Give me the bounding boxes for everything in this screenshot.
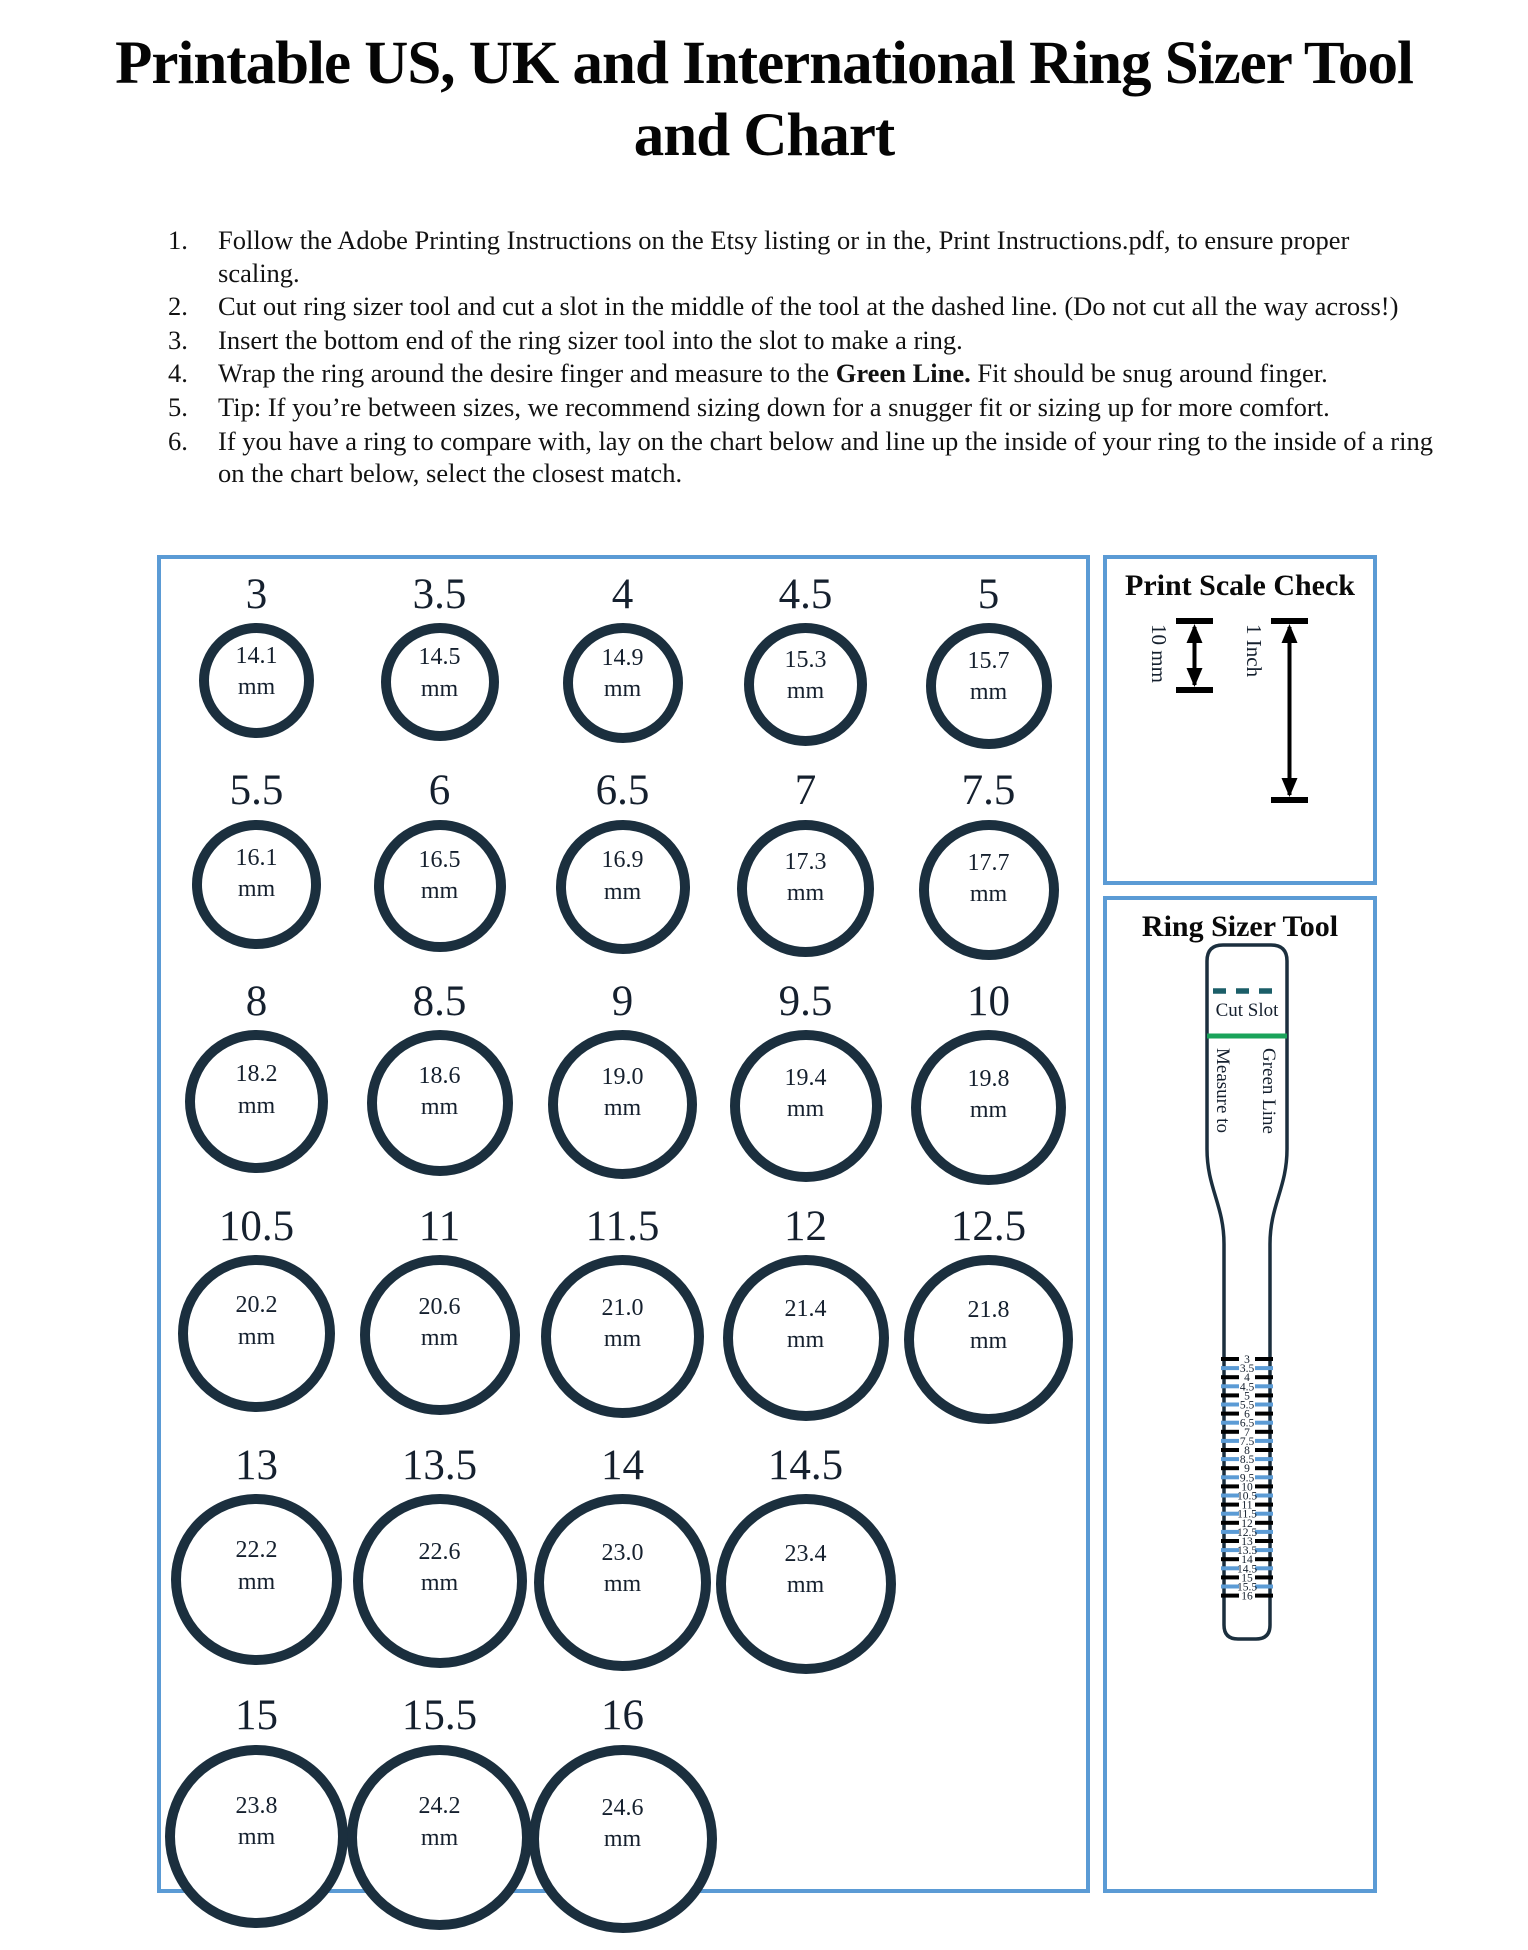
- ring-diameter-value: 22.6: [418, 1538, 461, 1565]
- ring-us-size: 7.5: [961, 767, 1016, 815]
- tool-size-tick: [1255, 1530, 1273, 1534]
- ring-diameter-unit: mm: [420, 675, 459, 702]
- ring-diameter-unit: mm: [237, 876, 276, 903]
- instruction-item: [168, 290, 1436, 323]
- cut-slot-label: Cut Slot: [1215, 1000, 1279, 1021]
- metric-arrowhead-down: [1187, 668, 1203, 687]
- ring-item: [531, 1203, 714, 1424]
- ring-sizer-tool-box: [1103, 896, 1377, 1893]
- ring-diameter-unit: mm: [603, 1570, 642, 1597]
- ring-circle: [919, 820, 1059, 960]
- ring-diameter-unit: mm: [786, 879, 825, 906]
- ring-diameter-value: 22.2: [235, 1537, 278, 1564]
- ring-diameter-label: [785, 1063, 827, 1125]
- ring-diameter-value: 14.9: [601, 645, 644, 672]
- ring-item: [165, 1203, 348, 1424]
- ring-diameter-label: [419, 844, 461, 906]
- ring-item: [165, 978, 348, 1185]
- tool-size-tick-label: 11.5: [1237, 1508, 1257, 1521]
- ring-us-size: 9.5: [778, 977, 833, 1025]
- inch-arrowhead-down: [1282, 778, 1298, 797]
- tool-size-tick-label: 13: [1241, 1536, 1253, 1548]
- ring-row: [165, 1692, 1086, 1932]
- ring-diameter-label: [236, 1790, 278, 1852]
- ring-item: [165, 1442, 348, 1674]
- ring-circle: [548, 1030, 697, 1179]
- tool-size-tick-label: 4.5: [1239, 1381, 1255, 1394]
- tool-size-tick: [1255, 1430, 1273, 1434]
- instructions-list: [168, 224, 1436, 491]
- ring-diameter-label: [236, 641, 278, 703]
- tool-size-tick-label: 7: [1244, 1426, 1250, 1439]
- ring-diameter-label: [602, 1538, 644, 1600]
- ring-circle: [529, 1745, 717, 1933]
- tool-size-tick-label: 15.5: [1236, 1581, 1258, 1594]
- instruction-number: 1.: [168, 225, 188, 255]
- instruction-number: 3.: [168, 324, 188, 355]
- instruction-text-post: Fit should be snug around finger.: [970, 358, 1328, 389]
- ring-diameter-unit: mm: [420, 1093, 459, 1120]
- tool-size-tick: [1255, 1403, 1273, 1407]
- ring-diameter-unit: mm: [786, 1096, 825, 1122]
- ring-diameter-unit: mm: [420, 1824, 459, 1851]
- ring-circle: [904, 1255, 1073, 1424]
- ring-circle: [185, 1030, 328, 1173]
- tool-size-tick: [1255, 1484, 1273, 1488]
- ring-diameter-value: 18.6: [418, 1062, 461, 1089]
- ring-us-size: 13: [235, 1442, 278, 1490]
- metric-arrow-top-cap: [1176, 618, 1213, 624]
- instruction-number: 5.: [168, 391, 188, 422]
- ring-us-size: 10.5: [218, 1202, 295, 1250]
- ring-item: [714, 767, 897, 959]
- inch-arrow-bottom-cap: [1271, 797, 1308, 803]
- instruction-number: 2.: [168, 291, 188, 322]
- ring-item: [897, 571, 1080, 749]
- tool-size-tick-label: 4: [1244, 1372, 1250, 1385]
- tool-size-tick-label: 12.5: [1236, 1526, 1258, 1539]
- ring-us-size: 6: [428, 767, 451, 815]
- instruction-item: [168, 224, 1436, 289]
- tool-size-tick: [1221, 1539, 1239, 1543]
- inch-arrowhead-up: [1282, 624, 1298, 643]
- ring-item: [714, 1442, 897, 1674]
- ring-row: [165, 767, 1086, 959]
- instruction-item: [168, 357, 1436, 390]
- instruction-text: [218, 324, 1436, 357]
- ring-diameter-label: [419, 1060, 461, 1122]
- tool-size-tick: [1255, 1393, 1273, 1397]
- ring-circle: [556, 820, 690, 954]
- ring-circle: [178, 1255, 335, 1412]
- ring-diameter-label: [785, 1294, 827, 1356]
- tool-size-tick: [1221, 1357, 1239, 1361]
- ring-circle: [911, 1030, 1066, 1185]
- ring-size-chart: [157, 555, 1090, 1893]
- ring-diameter-label: [785, 1539, 827, 1601]
- ring-us-size: 8: [245, 977, 268, 1025]
- ring-us-size: 15.5: [401, 1692, 478, 1740]
- ring-circle: [737, 820, 874, 957]
- tool-size-tick-label: 13.5: [1236, 1545, 1258, 1558]
- ring-us-size: 16: [601, 1692, 644, 1740]
- ring-diameter-unit: mm: [237, 674, 276, 701]
- ring-diameter-value: 23.0: [601, 1539, 644, 1566]
- instruction-number: 6.: [168, 425, 188, 456]
- ring-diameter-label: [419, 642, 461, 704]
- print-scale-arrows: [1107, 603, 1373, 879]
- tool-size-tick: [1221, 1503, 1239, 1507]
- ring-us-size: 15: [235, 1692, 278, 1740]
- tool-size-tick: [1255, 1503, 1273, 1507]
- tool-size-tick: [1221, 1412, 1239, 1416]
- ring-diameter-unit: mm: [237, 1092, 276, 1119]
- tool-size-tick-label: 9: [1244, 1463, 1250, 1476]
- tool-size-tick: [1255, 1512, 1273, 1516]
- tool-size-tick: [1221, 1557, 1239, 1561]
- ring-diameter-value: 14.1: [235, 643, 278, 670]
- tool-size-tick: [1255, 1539, 1273, 1543]
- ring-diameter-value: 16.9: [601, 847, 644, 874]
- instruction-text-pre: Insert the bottom end of the ring sizer tool into the slot to make a ring.: [218, 324, 963, 355]
- tool-size-tick-label: 3.5: [1239, 1363, 1255, 1376]
- tool-size-tick: [1255, 1357, 1273, 1361]
- instruction-text-pre: Wrap the ring around the desire finger and measure to the: [218, 358, 836, 389]
- ring-diameter-unit: mm: [786, 677, 825, 704]
- ring-diameter-value: 20.2: [235, 1292, 278, 1319]
- instruction-text: [218, 290, 1436, 323]
- ring-diameter-label: [785, 846, 827, 908]
- tool-size-tick-label: 14.5: [1236, 1563, 1258, 1576]
- instruction-text-pre: Follow the Adobe Printing Instructions on the Etsy listing or in the, Print Instructions.pdf, to ensure proper scaling.: [218, 225, 1350, 288]
- ring-diameter-unit: mm: [969, 678, 1008, 705]
- tool-size-tick: [1255, 1548, 1273, 1552]
- tool-size-tick: [1255, 1375, 1273, 1379]
- ring-diameter-unit: mm: [237, 1823, 276, 1850]
- ring-item: [165, 767, 348, 959]
- ring-item: [348, 767, 531, 959]
- ring-item: [531, 1692, 714, 1932]
- tool-size-tick: [1255, 1494, 1273, 1498]
- ring-diameter-unit: mm: [420, 1324, 459, 1351]
- ring-diameter-label: [602, 1792, 644, 1854]
- metric-arrowhead-up: [1187, 624, 1203, 643]
- tool-size-tick: [1221, 1475, 1239, 1479]
- ring-row: [165, 571, 1086, 749]
- ring-diameter-label: [785, 644, 827, 706]
- tool-size-tick: [1255, 1475, 1273, 1479]
- measure-to-label: Measure to: [1212, 1048, 1233, 1133]
- instruction-item: [168, 391, 1436, 424]
- ring-diameter-label: [968, 1295, 1010, 1357]
- ring-item: [897, 978, 1080, 1185]
- ring-diameter-value: 19.0: [601, 1063, 644, 1090]
- page-title: Printable US, UK and International Ring Sizer Tool and Chart: [115, 30, 1413, 169]
- ring-diameter-label: [419, 1536, 461, 1598]
- ring-us-size: 3: [245, 571, 268, 618]
- print-scale-check-title: Print Scale Check: [1125, 569, 1355, 602]
- ring-circle: [360, 1255, 520, 1415]
- ring-diameter-unit: mm: [786, 1572, 825, 1599]
- ring-item: [165, 1692, 348, 1932]
- ring-circle: [353, 1494, 527, 1668]
- ring-circle: [563, 623, 683, 743]
- ring-diameter-unit: mm: [969, 1097, 1008, 1124]
- ring-diameter-unit: mm: [237, 1568, 276, 1595]
- ring-diameter-unit: mm: [420, 877, 459, 904]
- instruction-text: [218, 425, 1436, 490]
- tool-size-tick: [1255, 1366, 1273, 1370]
- ring-item: [165, 571, 348, 749]
- ring-row: [165, 1203, 1086, 1424]
- ring-row: [165, 1442, 1086, 1674]
- ring-diameter-value: 17.7: [967, 849, 1010, 876]
- ring-circle: [347, 1745, 532, 1930]
- tool-size-tick: [1221, 1575, 1239, 1579]
- ring-circle: [374, 820, 506, 952]
- tool-size-tick: [1221, 1384, 1239, 1388]
- ring-diameter-label: [236, 1059, 278, 1121]
- instruction-text-bold: Green Line.: [835, 358, 971, 389]
- ring-us-size: 14.5: [767, 1442, 844, 1490]
- ring-diameter-unit: mm: [420, 1569, 459, 1596]
- ring-us-size: 5.5: [229, 767, 284, 815]
- instruction-text: [218, 391, 1436, 424]
- ring-circle: [192, 820, 321, 949]
- ring-diameter-value: 19.8: [967, 1066, 1010, 1093]
- inch-arrow-label: 1 Inch: [1242, 624, 1266, 678]
- tool-size-tick-label: 5.5: [1239, 1399, 1255, 1412]
- ring-diameter-unit: mm: [237, 1323, 276, 1350]
- ring-diameter-unit: mm: [603, 1325, 642, 1352]
- inch-arrow-top-cap: [1271, 618, 1308, 624]
- ring-us-size: 11.5: [585, 1202, 660, 1250]
- ring-diameter-value: 21.4: [784, 1295, 827, 1322]
- ring-item: [348, 978, 531, 1185]
- ring-diameter-label: [236, 843, 278, 905]
- tool-size-tick-label: 6.5: [1239, 1417, 1255, 1430]
- tool-size-tick: [1221, 1484, 1239, 1488]
- tool-size-tick: [1221, 1466, 1239, 1470]
- green-line-label: Green Line: [1258, 1048, 1279, 1134]
- tool-size-tick-label: 7.5: [1239, 1435, 1255, 1448]
- ring-diameter-value: 21.8: [967, 1297, 1010, 1324]
- ring-us-size: 8.5: [412, 977, 467, 1025]
- print-scale-check-box: [1103, 555, 1377, 885]
- ring-circle: [716, 1494, 896, 1674]
- tool-size-tick-label: 10: [1241, 1481, 1253, 1494]
- ring-diameter-value: 19.4: [784, 1064, 827, 1091]
- ring-item: [897, 767, 1080, 959]
- ring-item: [897, 1203, 1080, 1424]
- ring-diameter-value: 14.5: [418, 644, 461, 671]
- tool-size-tick: [1221, 1375, 1239, 1379]
- ring-diameter-value: 15.7: [967, 647, 1010, 674]
- metric-arrow-label: 10 mm: [1147, 624, 1171, 683]
- ring-item: [531, 767, 714, 959]
- ring-item: [714, 1203, 897, 1424]
- tool-size-tick-label: 8: [1244, 1445, 1250, 1457]
- tool-size-tick: [1221, 1521, 1239, 1525]
- ring-sizer-tool-title: Ring Sizer Tool: [1141, 910, 1339, 943]
- ring-circle: [744, 623, 867, 746]
- ring-row: [165, 978, 1086, 1185]
- ring-us-size: 12: [784, 1202, 827, 1250]
- ring-diameter-label: [968, 1064, 1010, 1126]
- ring-circle: [165, 1745, 348, 1928]
- instruction-text-pre: Tip: If you’re between sizes, we recommend sizing down for a snugger fit or sizing up for more comfort.: [218, 391, 1330, 422]
- ring-diameter-label: [602, 643, 644, 705]
- tool-size-tick: [1221, 1403, 1239, 1407]
- ring-circle: [381, 623, 499, 741]
- ring-diameter-unit: mm: [603, 1094, 642, 1121]
- ring-item: [531, 571, 714, 749]
- tool-size-tick-label: 12: [1241, 1517, 1253, 1530]
- ring-circle: [199, 623, 314, 738]
- ring-diameter-value: 17.3: [784, 848, 827, 875]
- tool-size-tick: [1255, 1566, 1273, 1570]
- ring-diameter-unit: mm: [603, 676, 642, 703]
- tool-size-tick: [1255, 1594, 1273, 1598]
- instruction-text: [218, 357, 1436, 390]
- ring-diameter-unit: mm: [603, 1825, 642, 1852]
- tool-size-tick-label: 14: [1241, 1554, 1253, 1567]
- tool-size-tick-label: 10.5: [1236, 1490, 1258, 1503]
- instruction-text-pre: Cut out ring sizer tool and cut a slot in the middle of the tool at the dashed line. (Do not cut all the way across!): [218, 291, 1399, 322]
- ring-us-size: 6.5: [595, 767, 650, 815]
- tool-size-tick-label: 8.5: [1239, 1454, 1255, 1467]
- ring-us-size: 5: [977, 571, 1000, 618]
- ring-item: [348, 1692, 531, 1932]
- ring-diameter-unit: mm: [969, 1328, 1008, 1355]
- ring-diameter-value: 18.2: [235, 1061, 278, 1088]
- ring-diameter-value: 16.5: [418, 846, 461, 873]
- ring-circle: [730, 1030, 882, 1182]
- ring-diameter-value: 23.4: [784, 1540, 827, 1567]
- ring-us-size: 13.5: [401, 1442, 478, 1490]
- ring-diameter-label: [602, 1062, 644, 1124]
- ring-diameter-label: [968, 848, 1010, 910]
- ring-diameter-value: 24.6: [601, 1794, 644, 1821]
- tool-size-tick-label: 6: [1244, 1408, 1250, 1421]
- tool-size-tick: [1255, 1557, 1273, 1561]
- ring-us-size: 10: [967, 977, 1010, 1025]
- ring-us-size: 11: [418, 1202, 461, 1250]
- tool-size-tick: [1221, 1393, 1239, 1397]
- ring-item: [531, 978, 714, 1185]
- ring-diameter-value: 23.8: [235, 1792, 278, 1819]
- ring-diameter-unit: mm: [969, 880, 1008, 907]
- tool-size-tick: [1221, 1448, 1239, 1452]
- ring-circle: [541, 1255, 704, 1418]
- ring-diameter-label: [602, 1293, 644, 1355]
- tool-size-tick: [1221, 1430, 1239, 1434]
- ring-circle: [723, 1255, 889, 1421]
- ring-diameter-value: 24.2: [418, 1793, 461, 1820]
- ring-diameter-label: [236, 1535, 278, 1597]
- instruction-item: [168, 425, 1436, 490]
- tool-size-tick: [1221, 1439, 1239, 1443]
- tool-size-tick: [1221, 1366, 1239, 1370]
- tool-size-tick-label: 9.5: [1239, 1472, 1255, 1485]
- instruction-text-pre: If you have a ring to compare with, lay on the chart below and line up the inside of your ring to the inside of a ring on the chart below, select the closest match.: [218, 425, 1433, 489]
- ring-us-size: 9: [611, 977, 634, 1025]
- ring-item: [531, 1442, 714, 1674]
- ring-diameter-value: 20.6: [418, 1293, 461, 1320]
- tool-size-tick: [1255, 1466, 1273, 1470]
- ring-diameter-value: 21.0: [601, 1294, 644, 1321]
- ring-us-size: 14: [601, 1442, 644, 1490]
- tool-size-tick: [1221, 1421, 1239, 1425]
- ring-circle: [534, 1494, 711, 1671]
- tool-size-tick: [1255, 1384, 1273, 1388]
- tool-size-tick-label: 11: [1241, 1499, 1253, 1512]
- ring-diameter-label: [602, 845, 644, 907]
- ring-item: [714, 571, 897, 749]
- ring-diameter-value: 16.1: [235, 845, 278, 872]
- tool-size-tick-label: 15: [1241, 1572, 1253, 1585]
- ring-circle: [367, 1030, 513, 1176]
- tool-size-tick-label: 16: [1241, 1590, 1253, 1603]
- tool-size-tick: [1255, 1521, 1273, 1525]
- tool-size-tick-label: 3: [1244, 1354, 1250, 1366]
- tool-size-ticks: [1221, 1354, 1273, 1603]
- ring-item: [348, 571, 531, 749]
- ring-diameter-unit: mm: [786, 1327, 825, 1354]
- ring-us-size: 4: [611, 571, 634, 618]
- tool-size-tick: [1255, 1575, 1273, 1579]
- tool-size-tick: [1255, 1457, 1273, 1461]
- ring-diameter-unit: mm: [603, 878, 642, 905]
- tool-size-tick: [1221, 1457, 1239, 1461]
- ring-us-size: 7: [794, 767, 817, 815]
- ring-item: [348, 1442, 531, 1674]
- ring-item: [348, 1203, 531, 1424]
- ring-item: [714, 978, 897, 1185]
- tool-size-tick-label: 5: [1244, 1390, 1250, 1403]
- ring-us-size: 3.5: [412, 571, 467, 618]
- ring-diameter-value: 15.3: [784, 646, 827, 673]
- ring-us-size: 4.5: [778, 571, 833, 618]
- metric-arrow-bottom-cap: [1176, 687, 1213, 693]
- ring-circle: [171, 1494, 342, 1665]
- tool-size-tick: [1255, 1412, 1273, 1416]
- tool-size-tick: [1255, 1448, 1273, 1452]
- ring-diameter-label: [236, 1290, 278, 1352]
- ring-diameter-label: [419, 1791, 461, 1853]
- instruction-text: [218, 224, 1436, 289]
- ring-circle: [926, 623, 1052, 749]
- ring-sizer-tool-diagram: [1107, 942, 1373, 1892]
- tool-size-tick: [1255, 1421, 1273, 1425]
- tool-size-tick: [1255, 1585, 1273, 1589]
- instruction-item: [168, 324, 1436, 357]
- ring-diameter-label: [968, 646, 1010, 708]
- ring-diameter-label: [419, 1291, 461, 1353]
- ring-us-size: 12.5: [950, 1202, 1027, 1250]
- instruction-number: 4.: [168, 358, 188, 389]
- tool-size-tick: [1221, 1594, 1239, 1598]
- tool-size-tick: [1255, 1439, 1273, 1443]
